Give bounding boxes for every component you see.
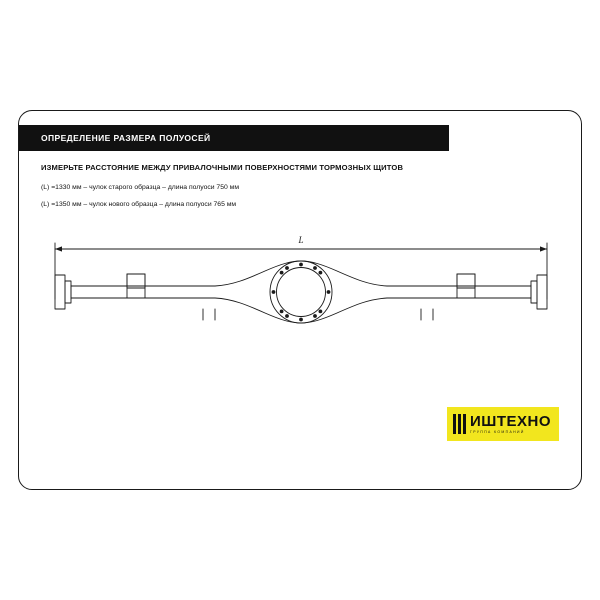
logo-name: ИШТЕХНО bbox=[470, 412, 552, 430]
spec-line-old: (L) =1330 мм – чулок старого образца – длина полуоси 750 мм bbox=[41, 184, 240, 191]
header-banner bbox=[19, 125, 449, 151]
drawing-sheet bbox=[18, 110, 582, 490]
company-logo bbox=[447, 407, 559, 441]
logo-bars-icon bbox=[453, 414, 466, 434]
dimension-label: L bbox=[298, 235, 304, 245]
axle-housing-diagram bbox=[19, 221, 582, 371]
instruction-subtitle: ИЗМЕРЬТЕ РАССТОЯНИЕ МЕЖДУ ПРИВАЛОЧНЫМИ ПОВЕРХНОСТЯМИ ТОРМОЗНЫХ ЩИТОВ bbox=[41, 163, 404, 172]
spec-line-new: (L) =1350 мм – чулок нового образца – длина полуоси 765 мм bbox=[41, 201, 237, 208]
logo-tagline: ГРУППА КОМПАНИЙ bbox=[470, 429, 525, 434]
page-title: ОПРЕДЕЛЕНИЕ РАЗМЕРА ПОЛУОСЕЙ bbox=[41, 133, 211, 143]
